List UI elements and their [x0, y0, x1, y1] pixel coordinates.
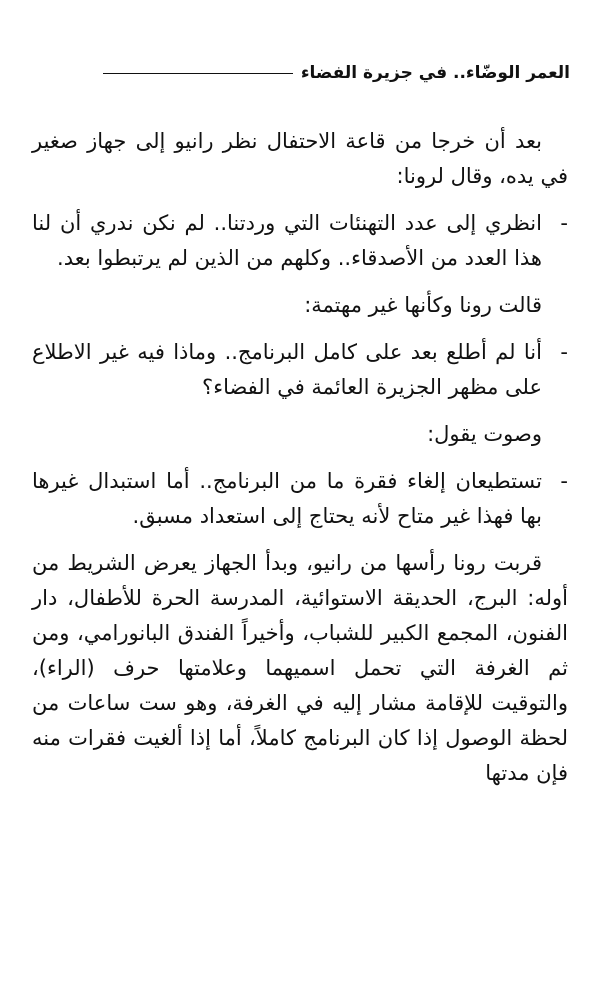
paragraph-2: قالت رونا وكأنها غير مهتمة:: [304, 293, 542, 317]
paragraph-1: بعد أن خرجا من قاعة الاحتفال نظر رانيو إلى جهاز صغير في يده، وقال لرونا:: [32, 129, 568, 188]
header-rule: [103, 73, 293, 74]
page-body: [32, 124, 568, 803]
running-header: [90, 58, 570, 88]
dialogue-3: [32, 464, 568, 534]
paragraph-4: قربت رونا رأسها من رانيو، وبدأ الجهاز يعرض الشريط من أوله: البرج، الحديقة الاستوائية، المدرسة الحرة للأطفال، دار الفنون، المجمع الكبير للشباب، وأخيراً الفندق البانورامي، ومن ثم الغرفة التي تحمل اسميهما وعلامتها حرف (الراء)، والتوقيت للإقامة مشار إليه في الغرفة، وهو ست ساعات من لحظة الوصول إذا كان البرنامج كاملاً، أما إذا ألغيت فقرات منه فإن مدتها: [32, 551, 568, 785]
dialogue-dash: -: [560, 211, 568, 235]
dialogue-2: [32, 335, 568, 405]
book-title: العمر الوضّاء.. في جزيرة الفضاء: [300, 63, 570, 83]
paragraph-3: وصوت يقول:: [427, 422, 542, 446]
dialogue-dash: -: [560, 469, 568, 493]
dialogue-dash: -: [560, 340, 568, 364]
dialogue-1: [32, 206, 568, 276]
dialogue-text: أنا لم أطلع بعد على كامل البرنامج.. وماذا فيه غير الاطلاع على مظهر الجزيرة العائمة في الفضاء؟: [32, 340, 542, 399]
dialogue-text: انظري إلى عدد التهنئات التي وردتنا.. لم نكن ندري أن لنا هذا العدد من الأصدقاء.. وكلهم من الذين لم يرتبطوا بعد.: [32, 211, 542, 270]
dialogue-text: تستطيعان إلغاء فقرة ما من البرنامج.. أما استبدال غيرها بها فهذا غير متاح لأنه يحتاج إلى استعداد مسبق.: [32, 469, 542, 528]
